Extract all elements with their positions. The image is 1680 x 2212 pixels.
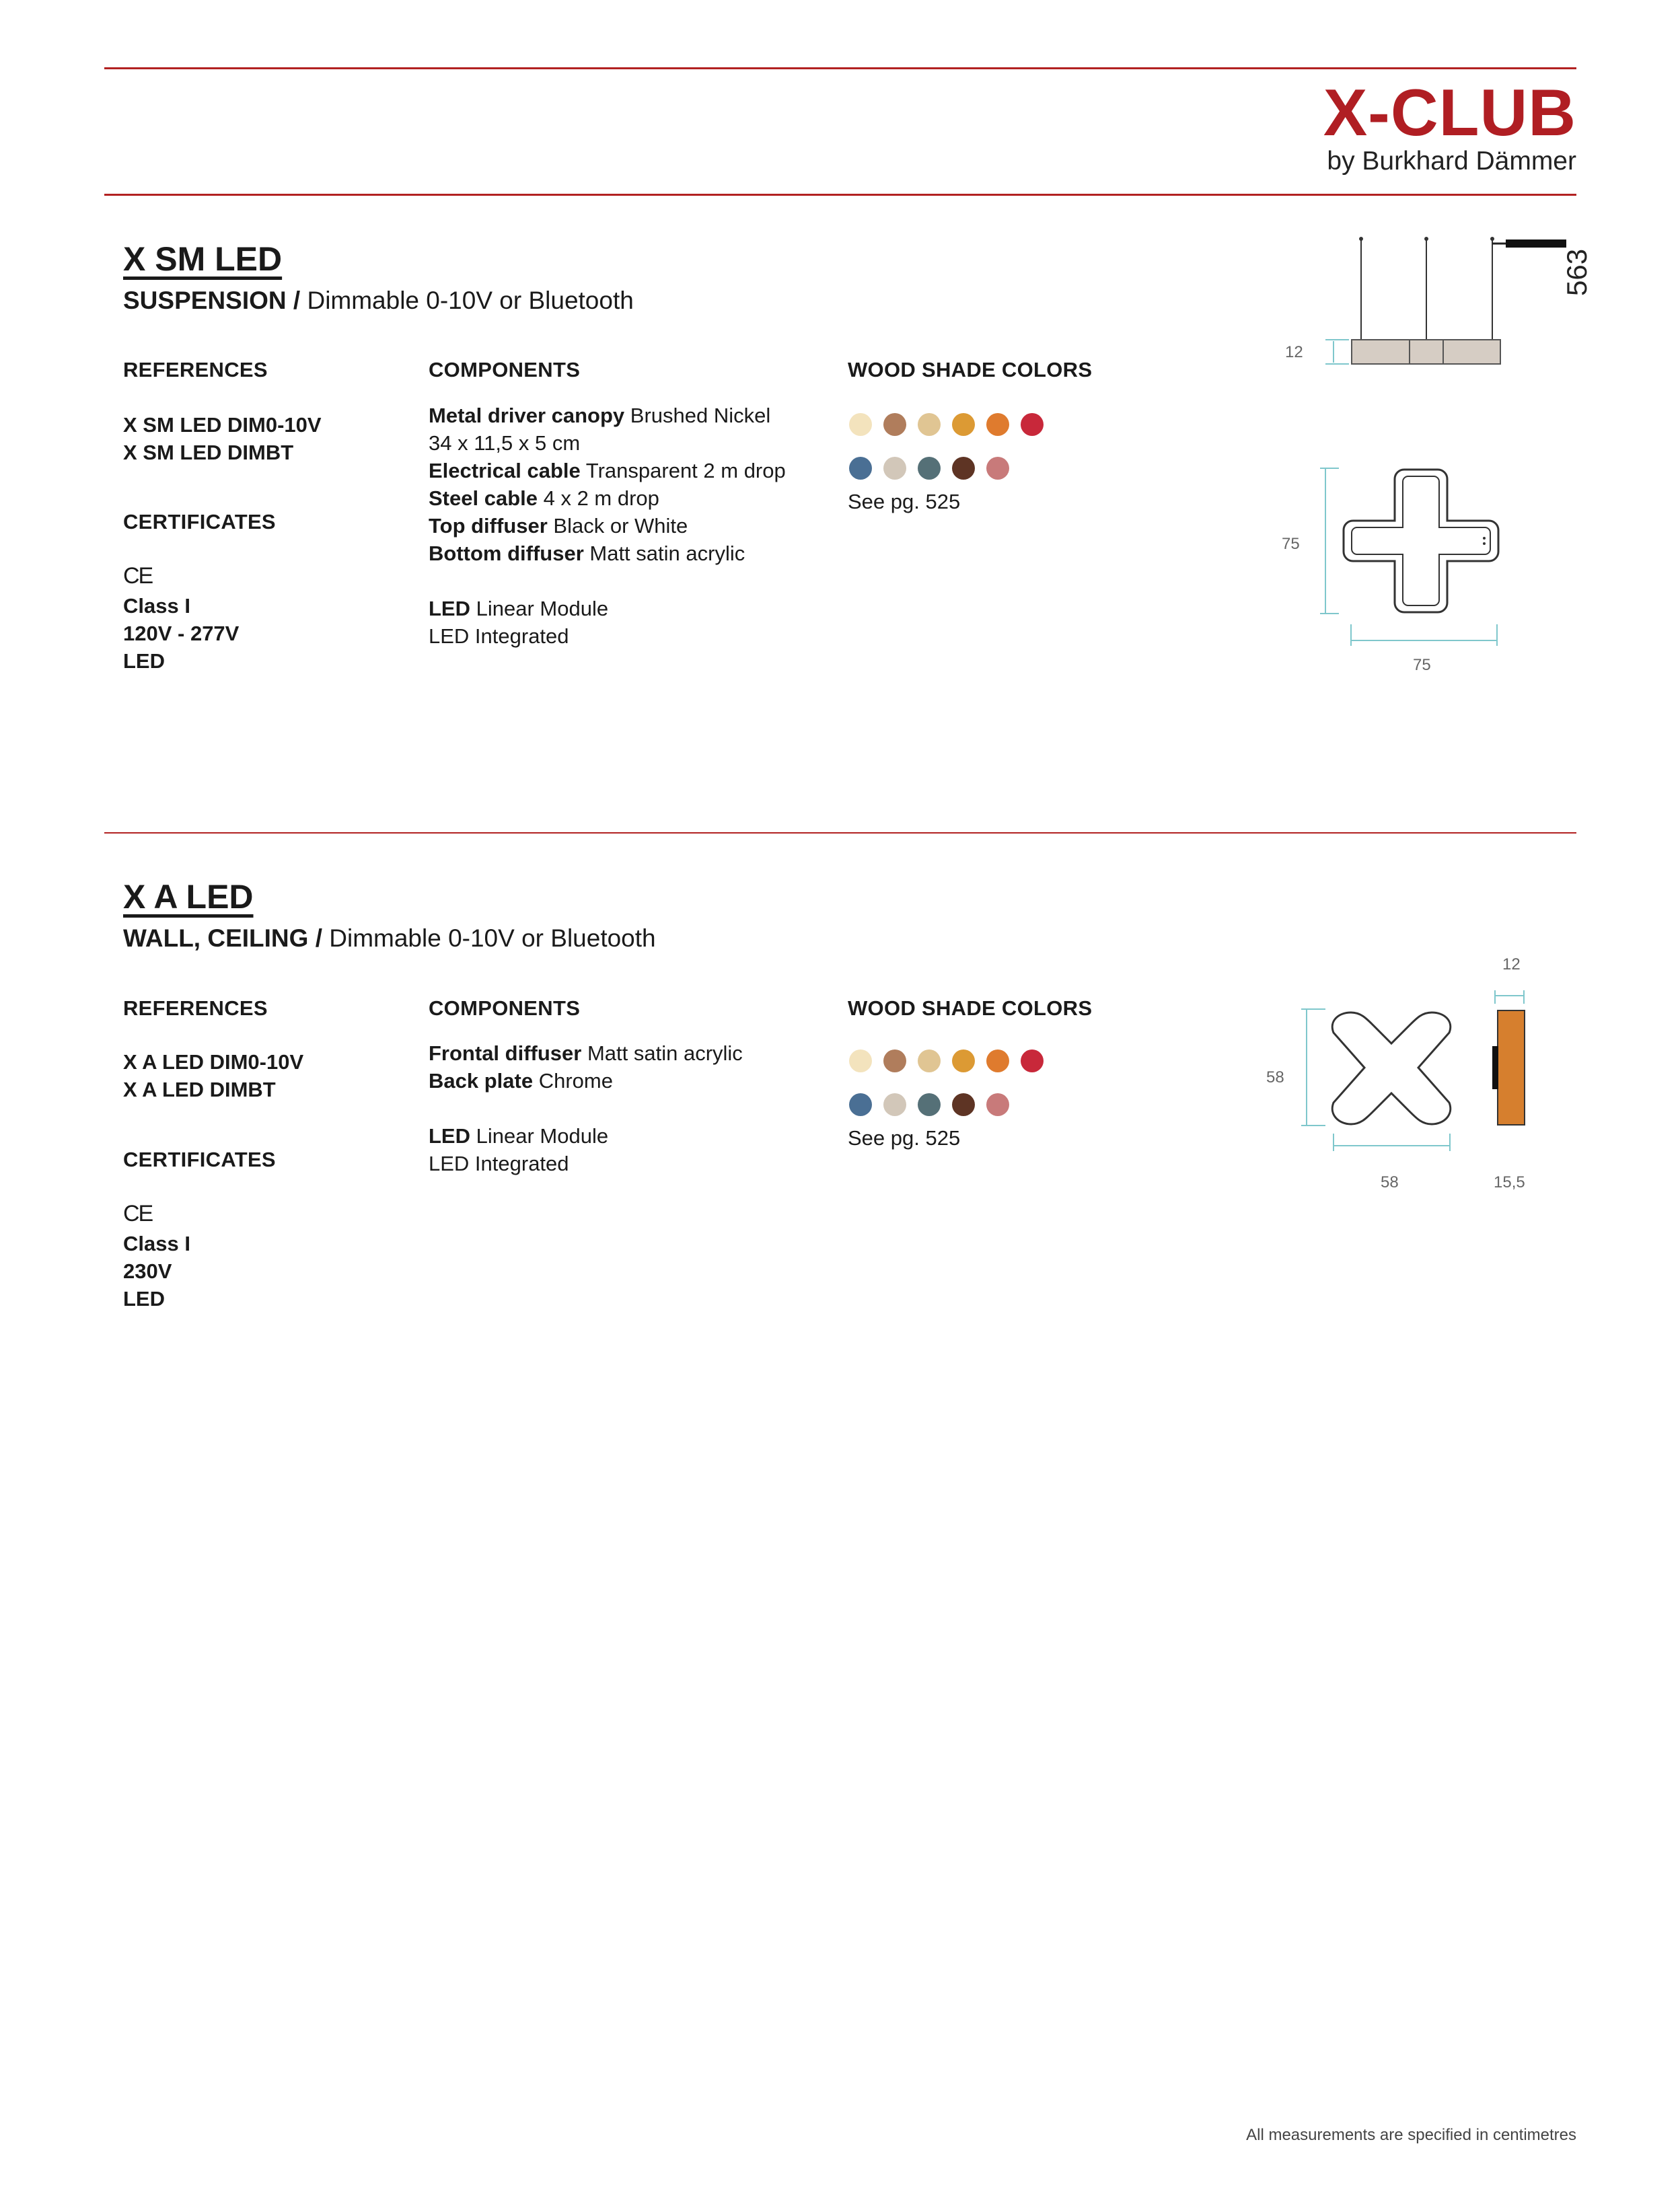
product-type (123, 288, 634, 313)
product-type-label: SUSPENSION / (123, 287, 301, 314)
component-item: Metal driver canopy Brushed Nickel (429, 404, 771, 427)
component-item: Top diffuser Black or White (429, 514, 688, 538)
brand-subtitle: by Burkhard Dämmer (1327, 147, 1576, 176)
component-item: LED Linear Module (429, 1124, 609, 1148)
colors-heading: WOOD SHADE COLORS (848, 996, 1093, 1020)
color-swatch (952, 413, 975, 436)
component-item: LED Linear Module (429, 597, 609, 620)
certificates-list (123, 592, 239, 675)
product-type (123, 926, 656, 951)
color-swatch (986, 413, 1009, 436)
reference-item: X SM LED DIMBT (123, 441, 294, 464)
references-list (123, 411, 322, 466)
color-swatch (883, 1049, 906, 1072)
top-rule (104, 67, 1576, 69)
color-swatch (849, 1093, 872, 1116)
component-spacer (429, 1095, 743, 1122)
reference-item: X A LED DIMBT (123, 1078, 276, 1101)
color-swatch (849, 457, 872, 480)
dimension-width: 58 (1381, 1173, 1399, 1191)
references-heading: REFERENCES (123, 358, 268, 381)
colors-note: See pg. 525 (848, 1126, 961, 1150)
color-swatch (883, 413, 906, 436)
reference-item: X A LED DIM0-10V (123, 1050, 304, 1074)
components-list (429, 1039, 743, 1177)
colors-note: See pg. 525 (848, 490, 961, 513)
suspension-side-diagram (1319, 232, 1574, 373)
color-swatch (1021, 1049, 1044, 1072)
component-item: LED Integrated (429, 1152, 569, 1175)
product-type-label: WALL, CEILING / (123, 924, 322, 952)
certificate-item: LED (123, 649, 165, 673)
color-swatch (849, 1049, 872, 1072)
header-rule (104, 194, 1576, 196)
component-item: Electrical cable Transparent 2 m drop (429, 459, 786, 482)
color-swatch (849, 413, 872, 436)
ce-mark: CE (123, 1201, 153, 1226)
reference-item: X SM LED DIM0-10V (123, 413, 322, 437)
component-item: 34 x 11,5 x 5 cm (429, 431, 581, 455)
certificate-item: LED (123, 1287, 165, 1311)
product-name: X SM LED (123, 240, 283, 278)
color-swatch (883, 457, 906, 480)
color-swatch (883, 1093, 906, 1116)
dimension-height: 12 (1285, 343, 1303, 361)
component-item: Back plate Chrome (429, 1069, 613, 1093)
color-swatch (1021, 413, 1044, 436)
components-heading: COMPONENTS (429, 358, 581, 381)
brand-title: X-CLUB (1323, 75, 1576, 149)
certificate-item: 230V (123, 1259, 172, 1283)
certificate-item: Class I (123, 1232, 190, 1255)
dimension-depth: 15,5 (1494, 1173, 1525, 1191)
wall-front-diagram (1299, 1006, 1467, 1181)
color-swatch (952, 457, 975, 480)
colors-heading: WOOD SHADE COLORS (848, 358, 1093, 381)
dimension-height: 58 (1266, 1068, 1284, 1086)
color-swatch (918, 1093, 941, 1116)
component-item: Steel cable 4 x 2 m drop (429, 486, 659, 510)
product-name: X A LED (123, 878, 254, 916)
components-list (429, 402, 786, 650)
color-swatch (918, 413, 941, 436)
color-swatch (952, 1049, 975, 1072)
ce-mark: CE (123, 563, 153, 589)
references-list (123, 1048, 303, 1103)
wall-side-diagram (1487, 989, 1568, 1150)
color-swatch (952, 1093, 975, 1116)
suspension-top-diagram (1319, 463, 1507, 651)
color-swatch (986, 1049, 1009, 1072)
dimension-width: 75 (1413, 656, 1431, 674)
component-spacer (429, 567, 786, 595)
certificate-item: Class I (123, 594, 190, 618)
color-swatch (918, 1049, 941, 1072)
certificate-item: 120V - 277V (123, 622, 240, 645)
certificates-heading: CERTIFICATES (123, 510, 276, 533)
color-swatch (918, 457, 941, 480)
component-item: Bottom diffuser Matt satin acrylic (429, 542, 745, 565)
page-number: 563 (1561, 248, 1593, 296)
dimension-top: 12 (1502, 955, 1521, 973)
certificates-heading: CERTIFICATES (123, 1148, 276, 1171)
components-heading: COMPONENTS (429, 996, 581, 1020)
color-swatch (986, 1093, 1009, 1116)
dimension-depth: 75 (1282, 535, 1300, 553)
color-swatch (986, 457, 1009, 480)
section-rule (104, 832, 1576, 834)
component-item: Frontal diffuser Matt satin acrylic (429, 1041, 743, 1065)
component-item: LED Integrated (429, 624, 569, 648)
product-type-desc: Dimmable 0-10V or Bluetooth (300, 287, 634, 314)
product-type-desc: Dimmable 0-10V or Bluetooth (322, 924, 656, 952)
footer-note: All measurements are specified in centimetres (1246, 2126, 1576, 2144)
references-heading: REFERENCES (123, 996, 268, 1020)
certificates-list (123, 1230, 190, 1313)
